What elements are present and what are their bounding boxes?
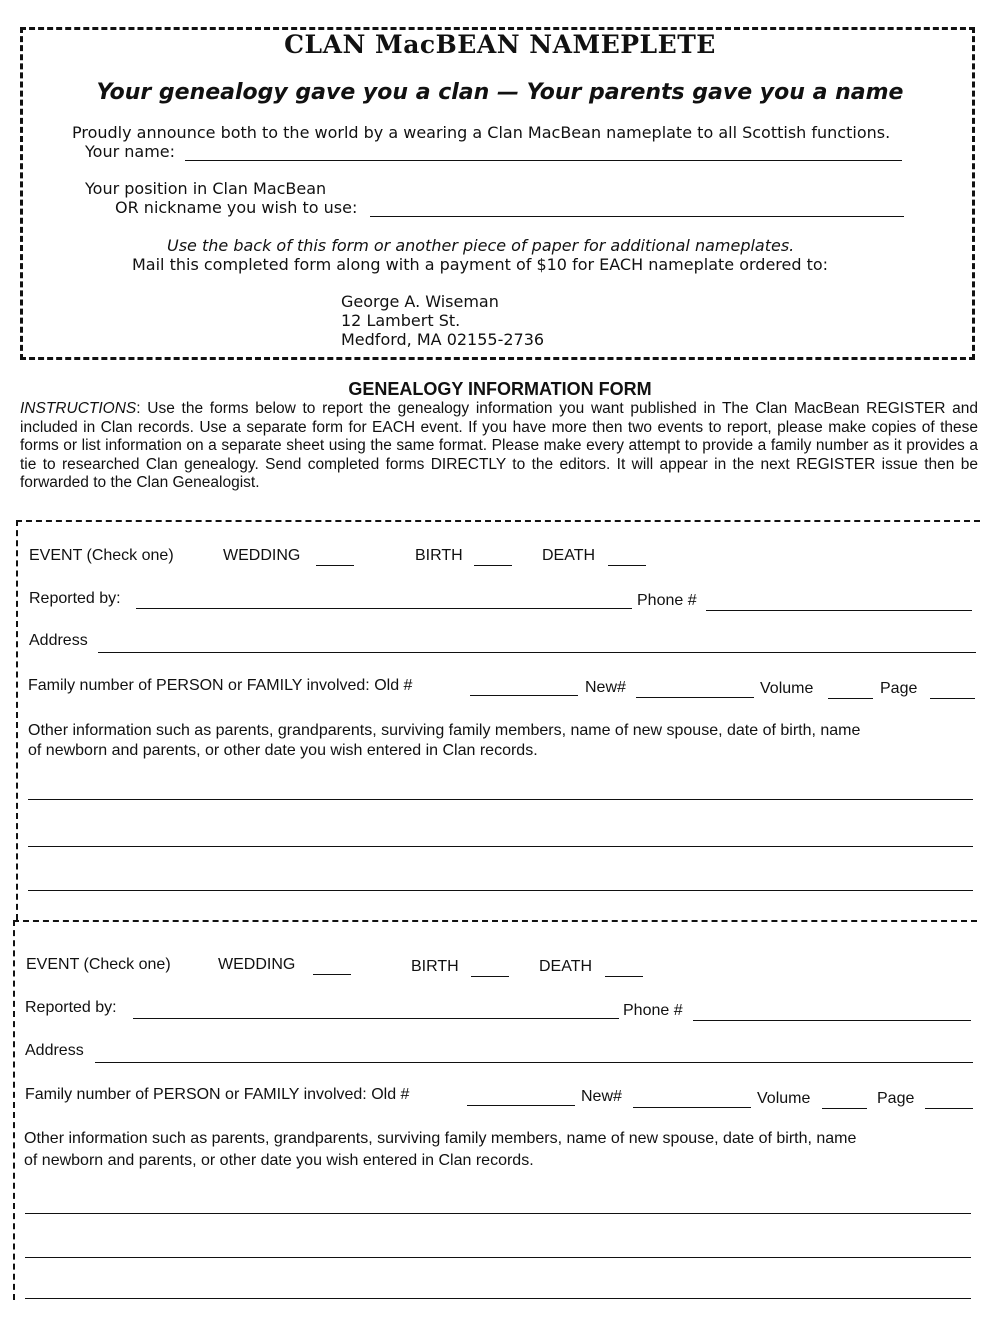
other-info-field-3[interactable] <box>28 890 973 891</box>
page-label: Page <box>877 1090 915 1107</box>
address-name: George A. Wiseman <box>341 292 499 311</box>
death-option: DEATH <box>542 547 596 564</box>
volume-field[interactable] <box>822 1108 867 1109</box>
other-info-field-2[interactable] <box>28 846 973 847</box>
your-name-label: Your name: <box>85 142 176 161</box>
reported-by-field[interactable] <box>136 608 632 609</box>
announce-text: Proudly announce both to the world by a wearing a Clan MacBean nameplate to all Scottish functions. <box>72 123 891 142</box>
nickname-field[interactable] <box>370 216 904 217</box>
other-info-line-2: of newborn and parents, or other date you wish entered in Clan records. <box>28 742 538 759</box>
nameplate-title: CLAN MacBEAN NAMEPLETE <box>284 30 716 59</box>
page-field[interactable] <box>925 1108 973 1109</box>
other-info-field-3[interactable] <box>25 1298 971 1299</box>
family-number-label: Family number of PERSON or FAMILY involved: Old # <box>25 1086 410 1103</box>
birth-option: BIRTH <box>411 958 459 975</box>
address-field[interactable] <box>95 1062 973 1063</box>
other-info-line-2: of newborn and parents, or other date you wish entered in Clan records. <box>24 1152 534 1169</box>
death-check[interactable] <box>608 565 646 566</box>
birth-check[interactable] <box>471 976 509 977</box>
nickname-label: OR nickname you wish to use: <box>115 198 358 217</box>
old-number-field[interactable] <box>470 695 578 696</box>
volume-label: Volume <box>757 1090 811 1107</box>
other-info-field-2[interactable] <box>25 1257 971 1258</box>
other-info-line-1: Other information such as parents, grandparents, surviving family members, name of new spouse, date of birth, name <box>24 1130 857 1147</box>
other-info-line-1: Other information such as parents, grandparents, surviving family members, name of new spouse, date of birth, name <box>28 722 861 739</box>
page-field[interactable] <box>930 698 975 699</box>
page-label: Page <box>880 680 918 697</box>
new-number-field[interactable] <box>633 1107 751 1108</box>
event-label: EVENT (Check one) <box>26 956 171 973</box>
new-number-label: New# <box>581 1088 622 1105</box>
death-option: DEATH <box>539 958 593 975</box>
reported-by-field[interactable] <box>133 1018 619 1019</box>
wedding-option: WEDDING <box>218 956 296 973</box>
other-info-field-1[interactable] <box>28 799 973 800</box>
phone-field[interactable] <box>693 1020 971 1021</box>
instructions-label: INSTRUCTIONS <box>20 400 137 417</box>
your-name-field[interactable] <box>185 160 902 161</box>
wedding-check[interactable] <box>313 974 351 975</box>
old-number-field[interactable] <box>467 1105 575 1106</box>
event-label: EVENT (Check one) <box>29 547 174 564</box>
new-number-label: New# <box>585 679 626 696</box>
family-number-label: Family number of PERSON or FAMILY involved: Old # <box>28 677 413 694</box>
birth-check[interactable] <box>474 565 512 566</box>
other-info-field-1[interactable] <box>25 1213 971 1214</box>
reported-by-label: Reported by: <box>25 999 117 1016</box>
back-note: Use the back of this form or another piece of paper for additional nameplates. <box>167 236 795 255</box>
address-field[interactable] <box>98 652 976 653</box>
instructions <box>20 400 978 493</box>
address-label: Address <box>25 1042 84 1059</box>
genealogy-form-title: GENEALOGY INFORMATION FORM <box>348 379 652 399</box>
address-street: 12 Lambert St. <box>341 311 461 330</box>
phone-label: Phone # <box>637 592 697 609</box>
position-label: Your position in Clan MacBean <box>85 179 327 198</box>
death-check[interactable] <box>605 976 643 977</box>
new-number-field[interactable] <box>636 697 754 698</box>
wedding-option: WEDDING <box>223 547 301 564</box>
mail-note: Mail this completed form along with a payment of $10 for EACH nameplate ordered to: <box>132 255 829 274</box>
instructions-text: : Use the forms below to report the genealogy information you want published in The Clan MacBean REGISTER and included in Clan records. Use a separate form for EACH event. If you have more then two events to report, please make copies of these forms or list information on a separate sheet using the same format. Please make every attempt to provide a family number as it provides a tie to researched Clan genealogy. Send completed forms DIRECTLY to the editors. It will appear in the next REGISTER issue then be forwarded to the Clan Genealogist. <box>20 400 978 491</box>
birth-option: BIRTH <box>415 547 463 564</box>
address-label: Address <box>29 632 88 649</box>
event-form-1 <box>16 520 980 920</box>
event-form-2 <box>13 920 977 1300</box>
volume-field[interactable] <box>828 698 873 699</box>
phone-label: Phone # <box>623 1002 683 1019</box>
phone-field[interactable] <box>706 610 972 611</box>
address-city: Medford, MA 02155-2736 <box>341 330 545 349</box>
reported-by-label: Reported by: <box>29 590 121 607</box>
nameplate-subtitle: Your genealogy gave you a clan — Your parents gave you a name <box>96 80 904 105</box>
volume-label: Volume <box>760 680 814 697</box>
wedding-check[interactable] <box>316 565 354 566</box>
